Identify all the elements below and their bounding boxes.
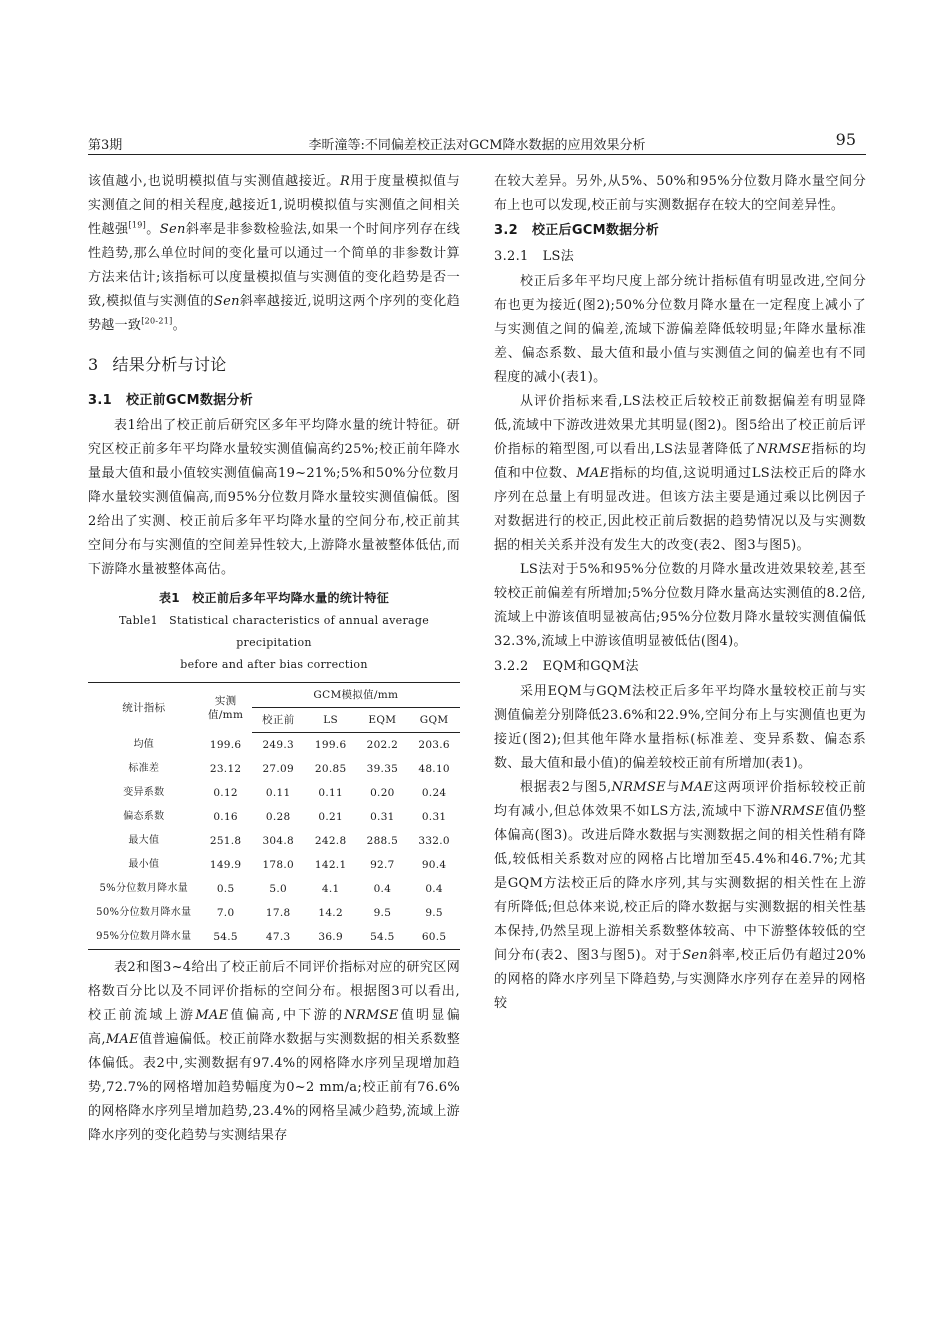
sub-col-header: GQM (408, 708, 460, 733)
subsubsection-heading: 3.2.1 LS法 (494, 249, 575, 264)
paragraph: 从评价指标来看,LS法校正后较校正前数据偏差有明显降低,流域中下游改进效果尤其明显(图2)。图5给出了校正前后评价指标的箱型图,可以看出,LS法显著降低了NRMSE指标的均值和中位数、MAE指标的均值,这说明通过LS法校正后的降水序列在总量上有明显改进。但该方法主要是通过乘以比例因子对数据进行的校正,因此校正前后数据的趋势情况以及与实测数据的相关关系并没有发生大的改变(表2、图3与图5)。 (494, 394, 866, 553)
right-column (494, 170, 866, 1016)
table-caption-en: Table1 Statistical characteristics of annual average precipitation before and after bias correction (118, 614, 430, 671)
table-row: 标准差 23.12 27.09 20.85 39.35 48.10 (128, 763, 450, 775)
subsection-heading: 3.2 校正后GCM数据分析 (494, 223, 660, 238)
table-row: 最小值 149.9 178.0 142.1 92.7 90.4 (128, 859, 447, 871)
sub-col-header: 校正前 (252, 708, 305, 733)
table-row: 偏态系数 0.16 0.28 0.21 0.31 0.31 (123, 811, 447, 823)
col-header-obs: 实测值/mm (200, 683, 252, 733)
paragraph: 采用EQM与GQM法校正后多年平均降水量较校正前与实测值偏差分别降低23.6%和22.9%,空间分布上与实测值也更为接近(图2);但其他年降水量指标(标准差、变异系数、偏态系数、最大值和最小值)的偏差较校正前有所增加(表1)。 (494, 684, 866, 771)
stats-table (88, 682, 460, 950)
table-row: 均值 199.6 249.3 199.6 202.2 203.6 (133, 738, 450, 751)
sub-col-header: EQM (357, 708, 409, 733)
col-header-metric: 统计指标 (88, 683, 200, 733)
citation: [19] (128, 220, 147, 230)
table-row: 最大值 251.8 304.8 242.8 288.5 332.0 (128, 835, 450, 847)
paragraph: 校正后多年平均尺度上部分统计指标值有明显改进,空间分布也更为接近(图2);50%分位数月降水量在一定程度上减小了与实测值之间的偏差,流域下游偏差降低较明显;年降水量标准差、偏态系数、最大值和最小值与实测值之间的偏差也有不同程度的减小(表1)。 (494, 274, 866, 385)
table-row: 5%分位数月降水量 0.5 5.0 4.1 0.4 0.4 (99, 883, 443, 895)
citation: [20-21] (141, 316, 173, 326)
col-header-gcm: GCM模拟值/mm (252, 683, 460, 708)
paragraph: 该值越小,也说明模拟值与实测值越接近。R用于度量模拟值与实测值之间的相关程度,越接近1,说明模拟值与实测值之间相关性越强[19]。Sen斜率是非参数检验法,如果一个时间序列存在线性趋势,那么单位时间的变化量可以通过一个简单的非参数计算方法来估计;该指标可以度量模拟值与实测值的变化趋势是否一致,模拟值与实测值的Sen斜率越接近,说明这两个序列的变化趋势越一致[20-21]。 (88, 174, 461, 333)
running-title: 李昕潼等:不同偏差校正法对GCM降水数据的应用效果分析 (308, 138, 646, 153)
paragraph: 根据表2与图5,NRMSE与MAE这两项评价指标较校正前均有减小,但总体效果不如LS方法,流域中下游NRMSE值仍整体偏高(图3)。改进后降水数据与实测数据之间的相关性稍有降低,较低相关系数对应的网格占比增加至45.4%和46.7%;尤其是GQM方法校正后的降水序列,其与实测数据的相关性在上游有所降低;但总体来说,校正后的降水数据与实测数据的相关性基本保持,仍然呈现上游相关系数整体较高、中下游整体较低的空间分布(表2、图3与图5)。对于Sen斜率,校正后仍有超过20%的网格的降水序列呈下降趋势,与实测降水序列存在差异的网格较 (494, 780, 867, 1011)
paragraph: 表2和图3~4给出了校正前后不同评价指标对应的研究区网格数百分比以及不同评价指标的空间分布。根据图3可以看出,校正前流域上游MAE值偏高,中下游的NRMSE值明显偏高,MAE值普遍偏低。校正前降水数据与实测数据的相关系数整体偏低。表2中,实测数据有97.4%的网格降水序列呈现增加趋势,72.7%的网格增加趋势幅度为0~2 mm/a;校正前有76.6%的网格降水序列呈增加趋势,23.4%的网格呈减少趋势,流域上游降水序列的变化趋势与实测结果存 (88, 960, 460, 1143)
table-caption-zh: 表1 校正前后多年平均降水量的统计特征 (158, 591, 390, 605)
subsection-heading: 3.1 校正前GCM数据分析 (88, 393, 254, 408)
table-row: 变异系数 0.12 0.11 0.11 0.20 0.24 (123, 787, 447, 799)
paragraph: 表1给出了校正前后研究区多年平均降水量的统计特征。研究区校正前多年平均降水量较实测值偏高约25%;校正前年降水量最大值和最小值较实测值偏高19~21%;5%和50%分位数月降水量较实测值偏高,而95%分位数月降水量较实测值偏低。图2给出了实测、校正前后多年平均降水量的空间分布,校正前其空间分布与实测值的空间差异性较大,上游降水量被整体低估,而下游降水量被整体高估。 (88, 418, 460, 577)
sub-col-header: LS (305, 708, 357, 733)
page-header (88, 128, 866, 155)
section-heading: 3 结果分析与讨论 (88, 355, 227, 374)
left-column (88, 170, 460, 1148)
table-row: 95%分位数月降水量 54.5 47.3 36.9 54.5 60.5 (88, 925, 460, 950)
paragraph: 在较大差异。另外,从5%、50%和95%分位数月降水量空间分布上也可以发现,校正前与实测数据存在较大的空间差异性。 (494, 174, 866, 213)
paragraph: LS法对于5%和95%分位数的月降水量改进效果较差,甚至较校正前偏差有所增加;5%分位数月降水量高达实测值的8.2倍,流域上中游该值明显被高估;95%分位数月降水量较实测值偏低32.3%,流域上中游该值明显被低估(图4)。 (494, 562, 866, 649)
page-number: 95 (835, 130, 856, 149)
table-row: 50%分位数月降水量 7.0 17.8 14.2 9.5 9.5 (96, 907, 443, 919)
issue-label: 第3期 (88, 138, 123, 153)
subsubsection-heading: 3.2.2 EQM和GQM法 (494, 659, 639, 674)
